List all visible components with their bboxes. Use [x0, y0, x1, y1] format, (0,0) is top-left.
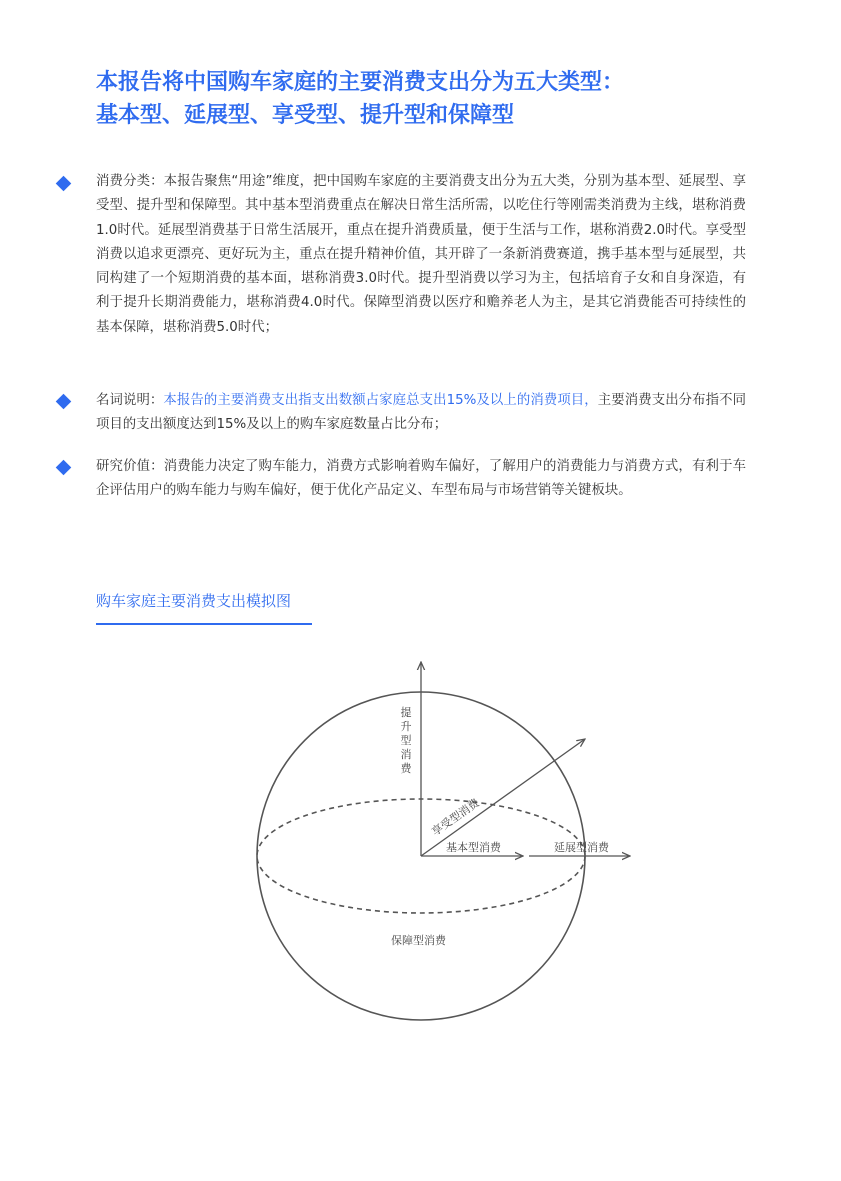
label-up-vertical [401, 705, 413, 775]
label-guarantee: 保障型消费 [391, 934, 446, 947]
bullet-text: 主要消费支出分布指不同项目的支出额度达到15%及以上的购车家庭数量占比分布； [96, 393, 747, 433]
bullet-label: 消费分类： [96, 174, 164, 189]
bullet-label: 名词说明： [96, 393, 164, 408]
bullet-text: 本报告聚焦“用途”维度，把中国购车家庭的主要消费支出分为五大类，分别为基本型、延展型、享受型、提升型和保障型。其中基本型消费重点在解决日常生活所需，以吃住行等刚需类消费为主线，堪称消费1.0时代。延展型消费基于日常生活展开，重点在提升消费质量，便于生活与工作，堪称消费2.0时代。享受型消费以追求更漂亮、更好玩为主，重点在提升精神价值，其开辟了一条新消费赛道，携手基本型与延展型，共同构建了一个短期消费的基本面，堪称消费3.0时代。提升型消费以学习为主，包括培育子女和自身深造，有利于提升长期消费能力，堪称消费4.0时代。保障型消费以医疗和赡养老人为主，是其它消费能否可持续性的基本保障，堪称消费5.0时代； [96, 174, 747, 335]
label-enjoy: 享受型消费 [429, 796, 482, 839]
label-up-char: 型 [400, 734, 412, 747]
label-extend: 延展型消费 [554, 841, 609, 854]
page-title-line2: 基本型、延展型、享受型、提升型和保障型 [96, 103, 515, 128]
label-up-char: 提 [400, 706, 412, 719]
bullet-highlight: 本报告的主要消费支出指支出数额占家庭总支出15%及以上的消费项目， [163, 393, 598, 408]
bullet-text: 消费能力决定了购车能力，消费方式影响着购车偏好，了解用户的消费能力与消费方式，有利于车企评估用户的购车能力与购车偏好，便于优化产品定义、车型布局与市场营销等关键板块。 [96, 459, 747, 499]
bullet-label: 研究价值： [96, 459, 164, 474]
label-up-char: 费 [400, 762, 412, 775]
axis-diagonal-arrow [421, 739, 585, 856]
label-up-char: 消 [400, 748, 412, 761]
chart-title: 购车家庭主要消费支出模拟图 [96, 592, 292, 610]
page-title-line1: 本报告将中国购车家庭的主要消费支出分为五大类型： [96, 70, 625, 95]
label-up-char: 升 [400, 720, 412, 733]
label-basic: 基本型消费 [446, 841, 501, 854]
